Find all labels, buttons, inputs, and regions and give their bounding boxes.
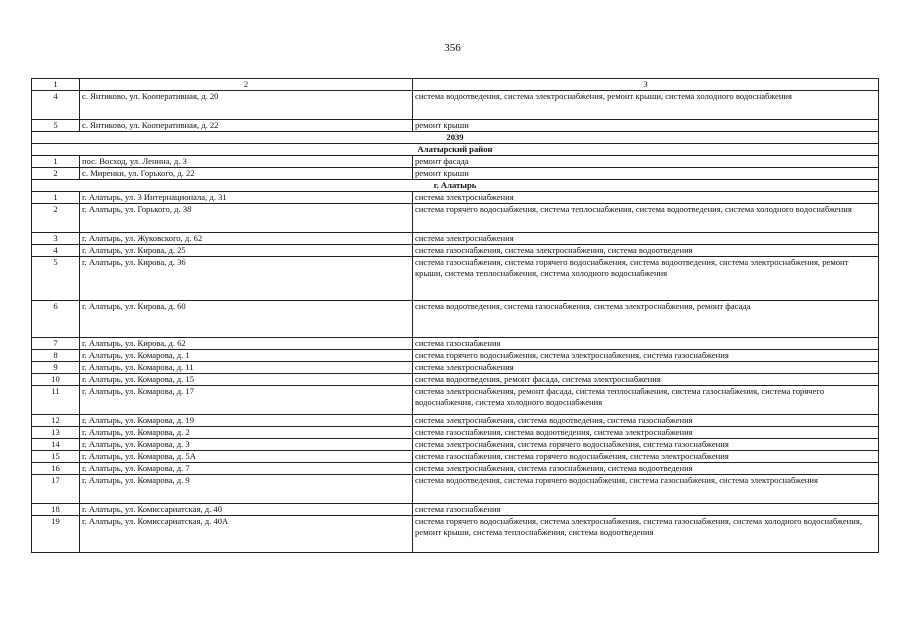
row-works: система газоснабжения, система водоотведения, система электроснабжения [413,427,879,439]
district-heading: Алатырский район [32,144,879,156]
table-row [32,192,879,204]
row-address: с. Миренки, ул. Горького, д. 22 [80,168,413,180]
row-works: система горячего водоснабжения, система электроснабжения, система газоснабжения, система холодного водоснабжения, ремонт крыши, система теплоснабжения, система водоотведения [413,516,879,553]
table-row [32,374,879,386]
row-address: г. Алатырь, ул. Комарова, д. 7 [80,463,413,475]
table-row [32,245,879,257]
row-number: 8 [32,350,80,362]
year-heading: 2039 [32,132,879,144]
row-number: 11 [32,386,80,415]
table-row [32,386,879,415]
row-works: система горячего водоснабжения, система электроснабжения, система газоснабжения [413,350,879,362]
table-row [32,504,879,516]
row-number: 3 [32,233,80,245]
table-row [32,451,879,463]
works-table [31,78,879,553]
row-number: 10 [32,374,80,386]
table-row [32,233,879,245]
city-heading: г. Алатырь [32,180,879,192]
row-works: система электроснабжения [413,233,879,245]
row-number: 4 [32,245,80,257]
row-works: система газоснабжения [413,504,879,516]
header-col-3: 3 [413,79,879,91]
row-address: г. Алатырь, ул. Комарова, д. 9 [80,475,413,504]
year-section-row [32,132,879,144]
row-works: система электроснабжения [413,192,879,204]
table-row [32,168,879,180]
table-row [32,415,879,427]
row-works: система электроснабжения, система газоснабжения, система водоотведения [413,463,879,475]
district-section-row [32,144,879,156]
row-address: г. Алатырь, ул. Комарова, д. 17 [80,386,413,415]
row-number: 4 [32,91,80,120]
row-address: г. Алатырь, ул. Кирова, д. 62 [80,338,413,350]
row-works: система водоотведения, система электроснабжения, ремонт крыши, система холодного водоснабжения [413,91,879,120]
row-address: г. Алатырь, ул. Комарова, д. 3 [80,439,413,451]
header-col-2: 2 [80,79,413,91]
row-address: г. Алатырь, ул. Комарова, д. 11 [80,362,413,374]
header-col-1: 1 [32,79,80,91]
row-number: 5 [32,257,80,301]
city-section-row [32,180,879,192]
row-address: г. Алатырь, ул. Комарова, д. 1 [80,350,413,362]
row-works: ремонт фасада [413,156,879,168]
table-row [32,362,879,374]
row-address: г. Алатырь, ул. Кирова, д. 25 [80,245,413,257]
row-works: система газоснабжения [413,338,879,350]
table-row [32,439,879,451]
row-number: 2 [32,204,80,233]
table-row [32,338,879,350]
table-row [32,427,879,439]
row-number: 16 [32,463,80,475]
table-row [32,204,879,233]
row-address: г. Алатырь, ул. 3 Интернационала, д. 31 [80,192,413,204]
row-number: 7 [32,338,80,350]
row-address: г. Алатырь, ул. Комарова, д. 19 [80,415,413,427]
row-address: г. Алатырь, ул. Горького, д. 38 [80,204,413,233]
page-number: 356 [444,42,461,54]
row-number: 18 [32,504,80,516]
table-row [32,257,879,301]
row-address: г. Алатырь, ул. Комарова, д. 5А [80,451,413,463]
row-address: г. Алатырь, ул. Кирова, д. 60 [80,301,413,338]
table-row [32,463,879,475]
row-works: система водоотведения, система газоснабжения, система электроснабжения, ремонт фасада [413,301,879,338]
row-works: система электроснабжения [413,362,879,374]
row-number: 14 [32,439,80,451]
row-works: система водоотведения, система горячего водоснабжения, система газоснабжения, система электроснабжения [413,475,879,504]
table-row [32,516,879,553]
row-number: 6 [32,301,80,338]
row-number: 17 [32,475,80,504]
row-number: 1 [32,156,80,168]
row-number: 12 [32,415,80,427]
row-works: ремонт крыши [413,120,879,132]
row-address: г. Алатырь, ул. Комиссариатская, д. 40А [80,516,413,553]
row-number: 2 [32,168,80,180]
row-address: г. Алатырь, ул. Комиссариатская, д. 40 [80,504,413,516]
table-row [32,91,879,120]
row-address: с. Янтиково, ул. Кооперативная, д. 20 [80,91,413,120]
row-address: г. Алатырь, ул. Комарова, д. 15 [80,374,413,386]
row-address: г. Алатырь, ул. Комарова, д. 2 [80,427,413,439]
row-number: 13 [32,427,80,439]
table-row [32,120,879,132]
row-works: система электроснабжения, система водоотведения, система газоснабжения [413,415,879,427]
row-works: система газоснабжения, система горячего водоснабжения, система электроснабжения [413,451,879,463]
row-works: система электроснабжения, система горячего водоснабжения, система газоснабжения [413,439,879,451]
row-address: г. Алатырь, ул. Жуковского, д. 62 [80,233,413,245]
table-header-row [32,79,879,91]
table-row [32,156,879,168]
row-works: система горячего водоснабжения, система теплоснабжения, система водоотведения, система холодного водоснабжения [413,204,879,233]
table-row [32,301,879,338]
row-works: система водоотведения, ремонт фасада, система электроснабжения [413,374,879,386]
row-address: с. Янтиково, ул. Кооперативная, д. 22 [80,120,413,132]
row-works: система газоснабжения, система горячего водоснабжения, система водоотведения, система электроснабжения, ремонт крыши, система теплоснабжения, система холодного водоснабжения [413,257,879,301]
row-address: пос. Восход, ул. Ленина, д. 3 [80,156,413,168]
row-number: 19 [32,516,80,553]
row-works: система газоснабжения, система электроснабжения, система водоотведения [413,245,879,257]
row-number: 1 [32,192,80,204]
row-works: система электроснабжения, ремонт фасада, система теплоснабжения, система газоснабжения, система горячего водоснабжения, система холодного водоснабжения [413,386,879,415]
row-number: 15 [32,451,80,463]
row-number: 5 [32,120,80,132]
row-number: 9 [32,362,80,374]
row-address: г. Алатырь, ул. Кирова, д. 36 [80,257,413,301]
row-works: ремонт крыши [413,168,879,180]
table-row [32,350,879,362]
table-row [32,475,879,504]
